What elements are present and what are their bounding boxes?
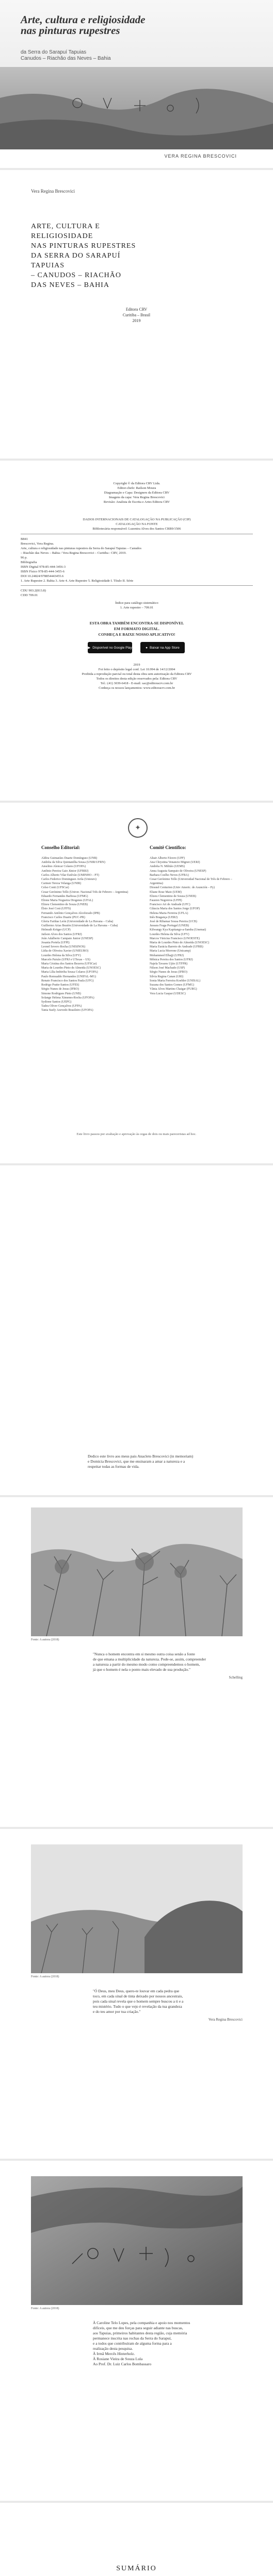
cdu-line: CDU 903.2(813.8) <box>21 589 46 592</box>
digital-notice <box>21 620 253 637</box>
editorial-member: Fernando Antônio Gonçalves Alcoforado (IPB) <box>41 911 100 915</box>
landscape-photo-2 <box>31 1844 243 1973</box>
quote-line: já que o homem é nela o ponto mais elevado de sua produção." <box>93 1667 191 1672</box>
rock-shelter-photo <box>31 2176 243 2305</box>
editorial-member: Marcelo Paixão (UFRJ e UTexas – US) <box>41 958 90 961</box>
cip-body <box>21 537 253 583</box>
editorial-member: Cesar Gerónimo Tello (Univer. Nacional Três de Febrero – Argentina) <box>41 890 129 894</box>
cip-body-line: ISBN Físico 978-85-444-3455-6 <box>21 570 65 573</box>
editorial-member: Antônio Pereira Gaio Júnior (UFRRJ) <box>41 869 89 873</box>
quote-line: pois cada sinal revela que o homem sempre buscou a ti e a <box>93 1999 184 2004</box>
acknowledgements-text <box>93 2320 243 2367</box>
editorial-member: Anselmo Alencar Colares (UFOPA) <box>41 865 86 869</box>
ack-line: Ao Prof. Dr. Luiz Carlos Bombassaro <box>93 2362 152 2366</box>
editorial-member: Élsio José Corá (UFFS) <box>41 907 71 911</box>
cip-header <box>21 517 253 531</box>
address-block <box>21 663 253 690</box>
scientific-member: Sérgio Nunes de Jesus (IFRO) <box>150 971 187 974</box>
credit-line: Diagramação e Capa: Designers da Editora CRV <box>104 491 170 495</box>
credit-line: Copyright © da Editora CRV Ltda. <box>113 482 160 485</box>
editorial-member: Helmuth Krüger (UCP) <box>41 928 71 932</box>
divider <box>21 585 253 586</box>
dedication-line: Dedico este livro aos meus pais Anacleto Brescovici (in memoriam) <box>88 1454 194 1459</box>
editorial-member: Lídia de Oliveira Xavier (UNIEURO) <box>41 950 89 953</box>
editorial-member: Aldira Guimarães Duarte Domínguez (UNB) <box>41 857 98 860</box>
ack-line: aos Tapuias, primeiros habitantes desta região, cuja memória <box>93 2331 187 2335</box>
index-line: Índice para catálogo sistemático <box>115 601 158 605</box>
ack-line: difíceis, que me deu forças para seguir adiante nas buscas, <box>93 2326 183 2330</box>
council-scientific-list <box>150 856 243 996</box>
summary-title: SUMÁRIO <box>116 2565 157 2572</box>
editorial-member: Carlos Alberto Vilar Estêvão (UMINHO – PT) <box>41 873 100 877</box>
scientific-member: Elizeu Clementino de Souza (UNEB) <box>150 894 196 898</box>
scientific-member: Fauston Negreiros (UFPI) <box>150 899 182 903</box>
titlepage-title-line: DA SERRA DO SARAPUÍ TAPUIAS <box>31 252 121 269</box>
scientific-member: Eliane Rose Maio (UEM) <box>150 890 182 894</box>
editorial-member: Maria de Lourdes Pinto de Almeida (UNOESC) <box>41 967 101 970</box>
crv-logo-icon: ✦ <box>128 818 148 838</box>
google-play-badge[interactable] <box>88 642 132 653</box>
photo-caption: Fonte: A autora (2018) <box>31 1975 59 1978</box>
app-store-badge[interactable] <box>140 642 185 653</box>
ack-line: realização desta pesquisa. <box>93 2346 133 2351</box>
scientific-member: Diosnel Centurion (Univ Americ. de Asunción – Py) <box>150 886 215 890</box>
epigraph-quote <box>93 1989 243 2014</box>
photo-caption: Fonte: A autora (2018) <box>31 1638 59 1641</box>
titlepage-title-line: DAS NEVES – BAHIA <box>31 281 109 289</box>
quote-line: a natureza a partir do mesmo modo como compreendemos o homem, <box>93 1662 200 1667</box>
digital-line: ESTA OBRA TAMBÉM ENCONTRA-SE DISPONÍVEL <box>89 621 184 625</box>
scientific-member: Lourdes Helena da Silva (UFV) <box>150 933 189 936</box>
scientific-member: José de Ribamar Sousa Pereira (UCB) <box>150 920 197 924</box>
title-page <box>0 170 273 459</box>
scientific-member: Kilwangy Kya Kapitango-a-Samba (Unemat) <box>150 928 206 932</box>
scientific-member: Vera Lucia Gaspar (UDESC) <box>150 992 186 995</box>
credit-line: Editor-chefe: Railson Moura <box>117 486 156 490</box>
app-store-label: Baixar na App Store <box>150 646 180 650</box>
cip-body-line: 1. Arte Rupestre 2. Bahia 3. Arte 4. Arte Rupestre 5. Religiosidade I. Título II. Série <box>21 579 134 583</box>
ack-line: permanece inscrita nas rochas da Serra do Sarapuí, <box>93 2336 172 2341</box>
council-editorial-title: Conselho Editorial: <box>41 845 81 850</box>
editorial-member: Rodrigo Pratte-Santos (UFES) <box>41 984 79 987</box>
scientific-member: Maria de Lourdes Pinto de Almeida (UNOESC) <box>150 941 210 945</box>
editorial-member: Guillermo Arias Beatón (Universidade de La Havana – Cuba) <box>41 924 118 928</box>
editorial-member: Maria Lília Imbiriba Sousa Colares (UFOPA) <box>41 971 98 974</box>
editorial-member: Carmen Tereza Velanga (UNIR) <box>41 882 82 886</box>
scientific-member: Marcos Vinicius Francisco (UNOESTE) <box>150 937 200 940</box>
cover-subtitle-line: Canudos – Riachão das Neves – Bahia <box>21 56 111 61</box>
scientific-member: Francisco Ari de Andrade (UFC) <box>150 903 190 907</box>
dedication-line: respeitar todas as formas de vida. <box>88 1464 139 1469</box>
editorial-member: Andréia da Silva Quintanilha Sousa (UNIR/UFRN) <box>41 861 105 865</box>
cip-line: DADOS INTERNACIONAIS DE CATALOGAÇÃO NA PUBLICAÇÃO (CIP) <box>83 518 191 521</box>
scientific-member: Suzana dos Santos Gomes (UFMG) <box>150 984 194 987</box>
cover-title-line: Arte, cultura e religiosidade <box>21 13 146 26</box>
dedication-text <box>88 1454 253 1469</box>
index-block <box>21 601 253 610</box>
scientific-member: Andréia N. Militão (UEMS) <box>150 865 185 869</box>
quote-line: "Nunca o homem encontra em si mesmo outra coisa senão a fonte <box>93 1652 195 1656</box>
dedication-line: e Domícia Brescovici, que me ensinaram a amar a natureza e a <box>88 1459 185 1464</box>
photo-page-2 <box>0 1829 273 2159</box>
cover-title <box>21 14 206 36</box>
cip-body-line: Bibliografia <box>21 561 37 564</box>
publisher-line: 2019 <box>132 318 141 323</box>
ack-line: À Irmã Mercês Hinterholz. <box>93 2351 135 2356</box>
scientific-member: Silvia Regina Canan (URI) <box>150 975 184 978</box>
photo-caption: Fonte: A autora (2018) <box>31 2307 59 2310</box>
quote-line: e do teu amor por tua criação." <box>93 2009 141 2014</box>
editorial-member: João Adalberto Campato Junior (UNESP) <box>41 937 93 940</box>
editorial-member: Celso Conti (UFSCar) <box>41 886 69 890</box>
scientific-member: Najela Tavares Ujiie (UTFPR) <box>150 962 188 966</box>
address-line: Tel.: (41) 3039-6418 - E-mail: sac@editoracrv.com.br <box>100 682 173 685</box>
peer-review-note: Este livro passou por avaliação e aprovação às cegas de dois ou mais pareceristas ad hoc. <box>76 1132 197 1136</box>
editorial-member: Maria Cristina dos Santos Bezerra (UFSCar) <box>41 962 97 966</box>
titlepage-author: Vera Regina Brescovici <box>31 189 75 194</box>
scientific-member: Cesar Gerónimo Tello (Universidad Nacional de Três de Febrero – Argentina) <box>150 878 232 886</box>
publisher-line: Curitiba – Brasil <box>122 313 151 317</box>
scientific-member: Gláucia Maria dos Santos Jorge (UFOP) <box>150 907 200 911</box>
copyright-page <box>0 461 273 801</box>
quote-line: toco, em cada sinal de tinta deixado por nossos ancestrais, <box>93 1994 183 1998</box>
cover-subtitle <box>21 49 206 62</box>
index-line: 1. Arte rupestre – 709.01 <box>120 606 154 609</box>
editorial-member: Leonel Severo Rocha (UNISINOS) <box>41 945 86 949</box>
titlepage-title-line: – CANUDOS – RIACHÃO <box>31 272 121 279</box>
credit-line: Imagens da capa: Vera Regina Brescovici <box>109 496 165 499</box>
digital-line: CONHEÇA E BAIXE NOSSO APLICATIVO! <box>98 632 175 637</box>
epigraph-quote <box>93 1652 243 1672</box>
photo-page-3 <box>0 2161 273 2501</box>
address-line: Todos os direitos desta edição reservados pela: Editora CRV <box>96 677 178 681</box>
publisher-block <box>0 307 273 324</box>
scientific-member: Helena Maria Ferreira (UFLA) <box>150 911 188 915</box>
titlepage-title-line: NAS PINTURAS RUPESTRES <box>31 242 136 250</box>
digital-line: EM FORMATO DIGITAL. <box>114 626 160 631</box>
scientific-member: Nilson José Machado (USP) <box>150 967 185 970</box>
credit-line: Revisão: Analista de Escrita e Artes Editora CRV <box>103 500 170 504</box>
scientific-member: Ana Chrystina Venancio Mignot (UERJ) <box>150 861 200 865</box>
editorial-member: Josania Portela (UFPI) <box>41 941 70 945</box>
google-play-label: Disponível no Google Play <box>92 646 132 650</box>
cover-rock-photo <box>0 67 273 149</box>
cip-body-line: Arte, cultura e religiosidade nas pinturas rupestres da Serra do Sarapuí Tapuias – Canudos <box>21 547 142 550</box>
scientific-member: Vânia Alves Martins Chaigar (FURG) <box>150 988 197 991</box>
titlepage-title-line: ARTE, CULTURA E RELIGIOSIDADE <box>31 223 100 240</box>
cip-body-line: – Riachão das Neves – Bahia / Vera Regina Brescovici – Curitiba : CRV, 2019. <box>21 551 127 555</box>
scientific-member: Maria Lucia Morrone (Unicamp) <box>150 950 191 953</box>
scientific-member: Barbara Coelho Neves (UFBA) <box>150 873 189 877</box>
summary-page <box>0 2503 273 2576</box>
cover-page <box>0 0 273 168</box>
cover-author: VERA REGINA BRESCOVICI <box>164 154 237 159</box>
address-line: 2019 <box>133 663 140 667</box>
editorial-member: Eduardo Fernandes Barbosa (UFMG) <box>41 894 88 898</box>
cip-body-line: ISBN Digital 978-85-444-3456-3 <box>21 565 66 569</box>
photo-page-1 <box>0 1497 273 1827</box>
council-scientific-title: Comitê Científico: <box>150 845 186 850</box>
address-line: Foi feito o depósito legal conf. Lei 10.994 de 14/12/2004 <box>98 668 175 671</box>
address-line: Conheça os nossos lançamentos: www.editoracrv.com.br <box>99 686 175 690</box>
scientific-member: Anna Augusta Sampaio de Oliveira (UNESP) <box>150 869 206 873</box>
ack-line: À Rosiane Vieira de Souza Lula <box>93 2357 143 2361</box>
editorial-member: Solange Helena Ximenes-Rocha (UFOPA) <box>41 996 94 999</box>
apple-icon: ● <box>146 646 148 650</box>
scientific-member: Inês Bragança (UERJ) <box>150 916 178 919</box>
cip-line: CATALOGAÇÃO NA FONTE <box>116 522 158 526</box>
cip-body-line: 96 p. <box>21 556 27 560</box>
cip-body-line: Brescovici, Vera Regina. <box>21 542 54 546</box>
address-line: Proibida a reprodução parcial ou total desta obra sem autorização da Editora CRV <box>82 672 192 676</box>
editorial-member: Francisco Carlos Duarte (PUC-PR) <box>41 916 85 919</box>
editorial-member: Sydione Santos (UEPG) <box>41 1000 72 1004</box>
cip-body-line: DOI 10.24824/978854443455.6 <box>21 574 64 578</box>
publisher-line: Editora CRV <box>125 307 148 312</box>
titlepage-title <box>31 222 150 290</box>
scientific-member: Maria Eurácia Barreto de Andrade (UFRB) <box>150 945 203 949</box>
editorial-member: Simone Rodrigues Pinto (UNB) <box>41 992 81 995</box>
cover-subtitle-line: da Serra do Sarapuí Tapuias <box>21 49 87 55</box>
editorial-member: Elizeu Clementino de Souza (UNEB) <box>41 903 88 907</box>
landscape-photo-1 <box>31 1507 243 1636</box>
editorial-member: Elione Maria Nogueira Diogenes (UFAL) <box>41 899 93 903</box>
scientific-member: Mohammed Elhajji (UFRJ) <box>150 954 184 957</box>
cip-body-line: B841 <box>21 537 28 541</box>
scientific-member: Sonia Maria Ferreira Koehler (UNISAL) <box>150 979 201 982</box>
ack-line: e a todos que contribuíram de alguma forma para a <box>93 2341 172 2346</box>
council-editorial-list <box>41 856 134 1013</box>
cdu-block <box>21 588 253 598</box>
dedication-page <box>0 1165 273 1495</box>
copyright-credits <box>21 481 253 504</box>
cip-line: Bibliotecária responsável: Luzenira Alves dos Santos CRB9/1506 <box>92 527 181 531</box>
scientific-member: Mônica Pereira dos Santos (UFRJ) <box>150 958 193 961</box>
council-page <box>0 803 273 1163</box>
editorial-member: Tania Suely Azevedo Brasileiro (UFOPA) <box>41 1009 93 1012</box>
editorial-member: Jailson Alves dos Santos (UFRJ) <box>41 933 82 936</box>
ack-line: À Caroline Telo Lopes, pela companhia e apoio nos momentos <box>93 2320 190 2325</box>
editorial-member: Renato Francisco dos Santos Paula (UFG) <box>41 979 94 982</box>
cover-title-line: nas pinturas rupestres <box>21 24 120 37</box>
editorial-member: Gloria Fariñas León (Universidade de La Havana – Cuba) <box>41 920 114 924</box>
cdu-line: CDD 709.01 <box>21 594 38 597</box>
editorial-member: Lourdes Helena da Silva (UFV) <box>41 954 81 957</box>
editorial-member: Paulo Romualdo Hernandes (UNIFAL-MG) <box>41 975 97 978</box>
quote-line: teu mistério. Tudo o que vejo é revelação da tua grandeza <box>93 2004 182 2009</box>
editorial-member: Sérgio Nunes de Jesus (IFRO) <box>41 988 79 991</box>
play-icon: ▶ <box>88 646 91 650</box>
quote-source: Schelling <box>229 1675 243 1680</box>
scientific-member: Altair Alberto Fávero (UPF) <box>150 857 185 860</box>
editorial-member: Carlos Federico Dominguez Avila (Unieuro) <box>41 878 97 882</box>
quote-line: "Ó Deus, meu Deus, quero-te louvar em cada pedra que <box>93 1989 180 1993</box>
quote-line: de que emana a multiplicidade da natureza. Pode-se, assim, compreender <box>93 1657 206 1662</box>
scientific-member: Jussara Fraga Portugal (UNEB) <box>150 924 189 928</box>
editorial-member: Tadeu Oliver Gonçalves (UFPA) <box>41 1005 82 1008</box>
quote-source: Vera Regina Brescovici <box>208 2018 243 2022</box>
